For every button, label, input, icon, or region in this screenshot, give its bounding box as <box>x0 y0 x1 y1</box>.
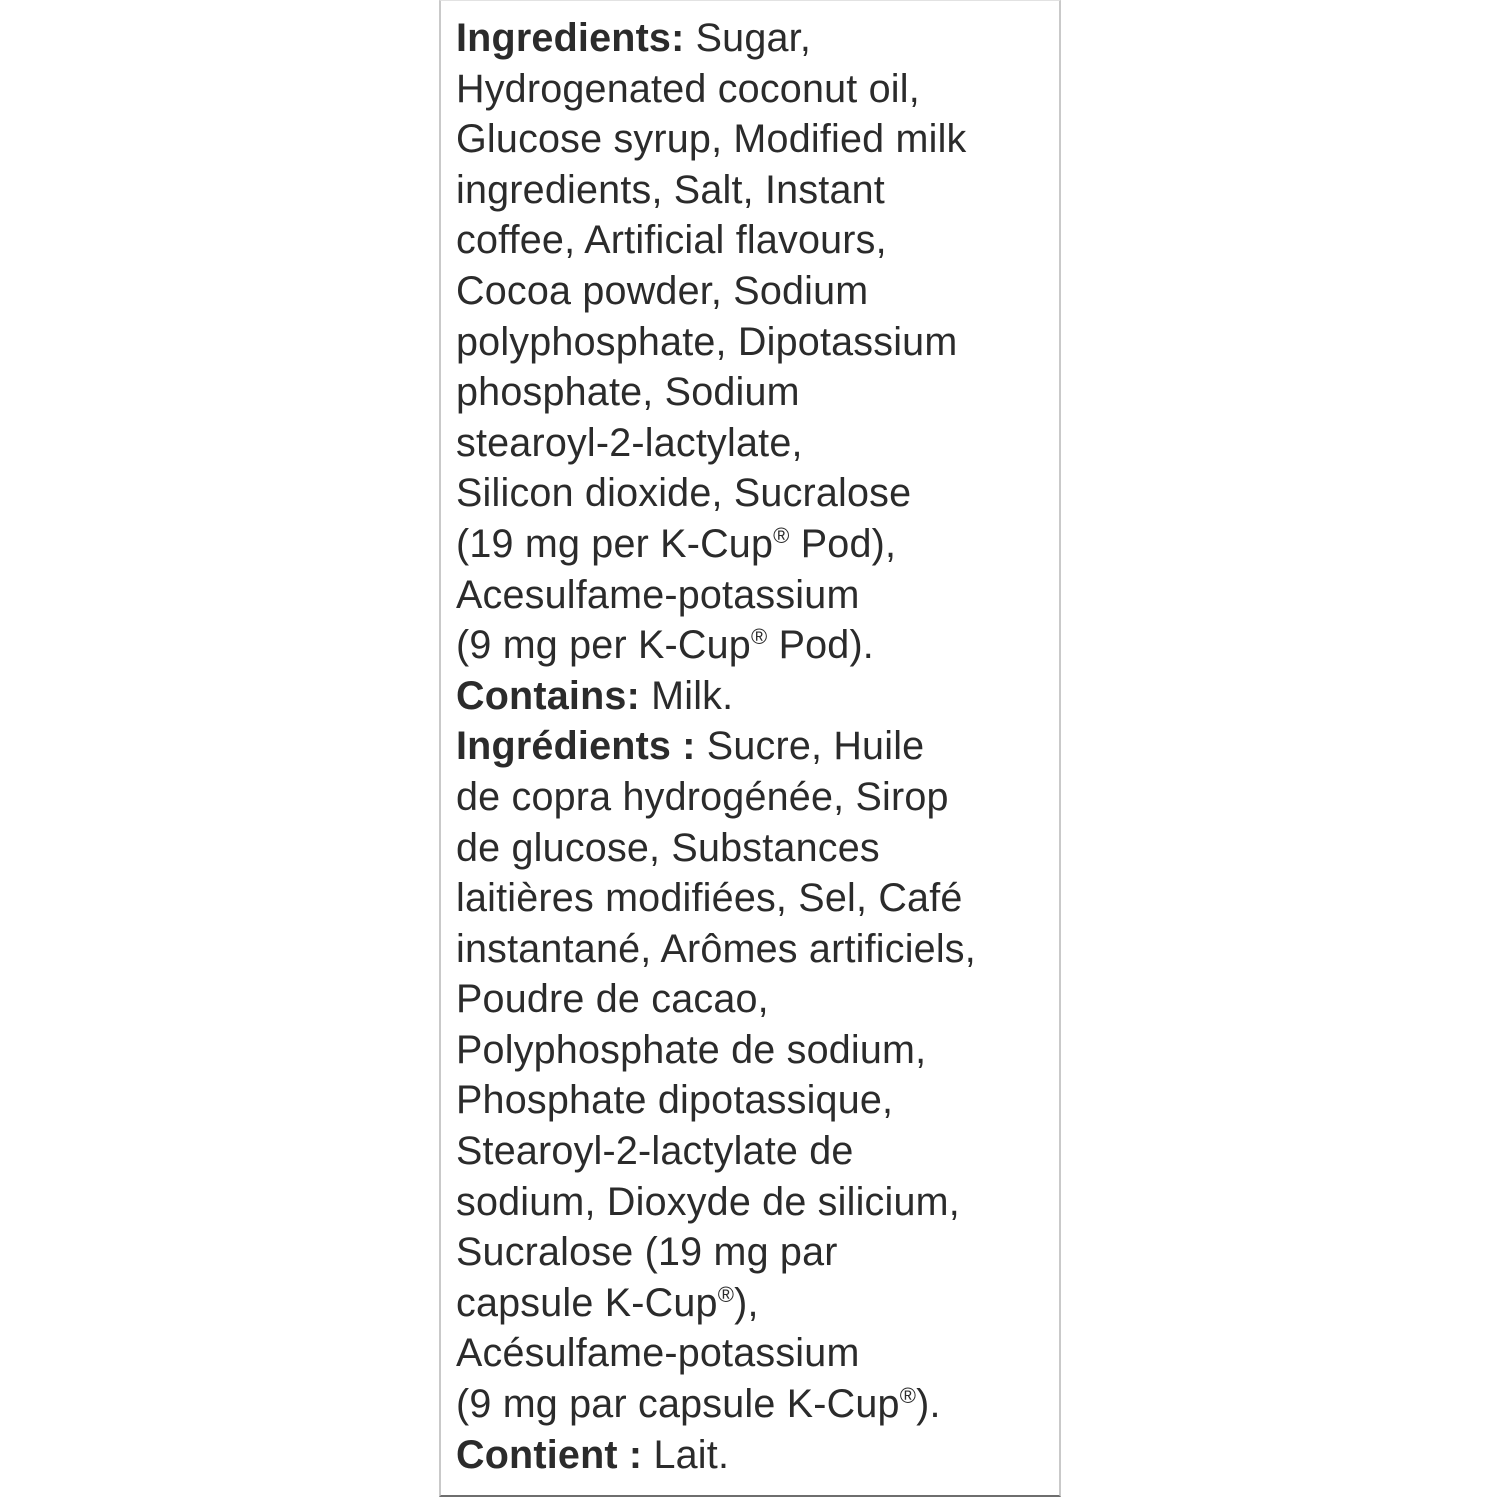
english-ingredients-line: Hydrogenated coconut oil, <box>456 66 920 111</box>
registered-trademark-icon: ® <box>717 1281 735 1307</box>
english-ingredients-line-1 <box>456 13 1056 64</box>
french-ingredients-line: Poudre de cacao, <box>456 977 769 1022</box>
english-allergen-line <box>456 671 1056 722</box>
english-ingredients-heading: Ingredients: <box>456 16 685 60</box>
french-ingredients-line: Stearoyl-2-lactylate de <box>456 1129 854 1174</box>
french-ingredients-line: Polyphosphate de sodium, <box>456 1027 927 1072</box>
ingredients-label-panel <box>439 0 1061 1497</box>
french-ingredients-line: sodium, Dioxyde de silicium, <box>456 1179 960 1224</box>
french-sucralose-capsule: capsule K-Cup <box>456 1280 718 1325</box>
french-sucralose-capsule-end: ), <box>734 1280 759 1325</box>
english-ingredients-line: coffee, Artificial flavours, <box>456 218 887 263</box>
english-ingredients-line: Cocoa powder, Sodium <box>456 268 869 313</box>
french-acesulfame-amount: (9 mg par capsule K-Cup <box>456 1382 900 1427</box>
french-contains-value: Lait. <box>642 1432 730 1477</box>
french-ingredients-line <box>456 1278 1056 1329</box>
french-allergen-line <box>456 1430 1056 1481</box>
english-acesulfame-amount: (9 mg per K-Cup <box>456 623 751 668</box>
english-ingredients-text: Sugar, <box>684 16 812 60</box>
english-contains-value: Milk. <box>639 673 734 718</box>
english-ingredients-line: Acesulfame-potassium <box>456 572 860 617</box>
french-ingredients-line: Phosphate dipotassique, <box>456 1078 894 1123</box>
french-ingredients-line: de copra hydrogénée, Sirop <box>456 774 949 819</box>
french-ingredients-line: de glucose, Substances <box>456 825 880 870</box>
french-ingredients-text: Sucre, Huile <box>695 724 925 769</box>
english-contains-heading: Contains: <box>456 673 640 718</box>
english-ingredients-line: ingredients, Salt, Instant <box>456 167 885 212</box>
french-ingredients-heading: Ingrédients : <box>456 724 696 769</box>
registered-trademark-icon: ® <box>773 522 790 548</box>
english-ingredients-line <box>456 519 1056 570</box>
english-acesulfame-amount-end: Pod). <box>767 623 874 668</box>
french-contains-heading: Contient : <box>456 1432 643 1477</box>
ingredients-text-block <box>456 13 1056 1480</box>
french-ingredients-line <box>456 1379 1056 1430</box>
french-ingredients-line-1 <box>456 721 1056 772</box>
french-ingredients-line: laitières modifiées, Sel, Café <box>456 876 963 921</box>
french-acesulfame-amount-end: ). <box>916 1382 941 1427</box>
french-ingredients-line: Acésulfame-potassium <box>456 1331 860 1376</box>
english-ingredients-line: stearoyl-2-lactylate, <box>456 420 803 465</box>
english-ingredients-line: polyphosphate, Dipotassium <box>456 319 958 364</box>
english-ingredients-line <box>456 620 1056 671</box>
english-sucralose-amount-end: Pod), <box>789 521 897 566</box>
english-sucralose-amount: (19 mg per K-Cup <box>456 521 774 566</box>
english-ingredients-line: Glucose syrup, Modified milk <box>456 117 967 162</box>
registered-trademark-icon: ® <box>750 624 768 650</box>
registered-trademark-icon: ® <box>899 1383 917 1409</box>
french-ingredients-line: Sucralose (19 mg par <box>456 1230 838 1275</box>
french-ingredients-line: instantané, Arômes artificiels, <box>456 926 976 971</box>
english-ingredients-line: Silicon dioxide, Sucralose <box>456 471 912 516</box>
english-ingredients-line: phosphate, Sodium <box>456 370 800 415</box>
